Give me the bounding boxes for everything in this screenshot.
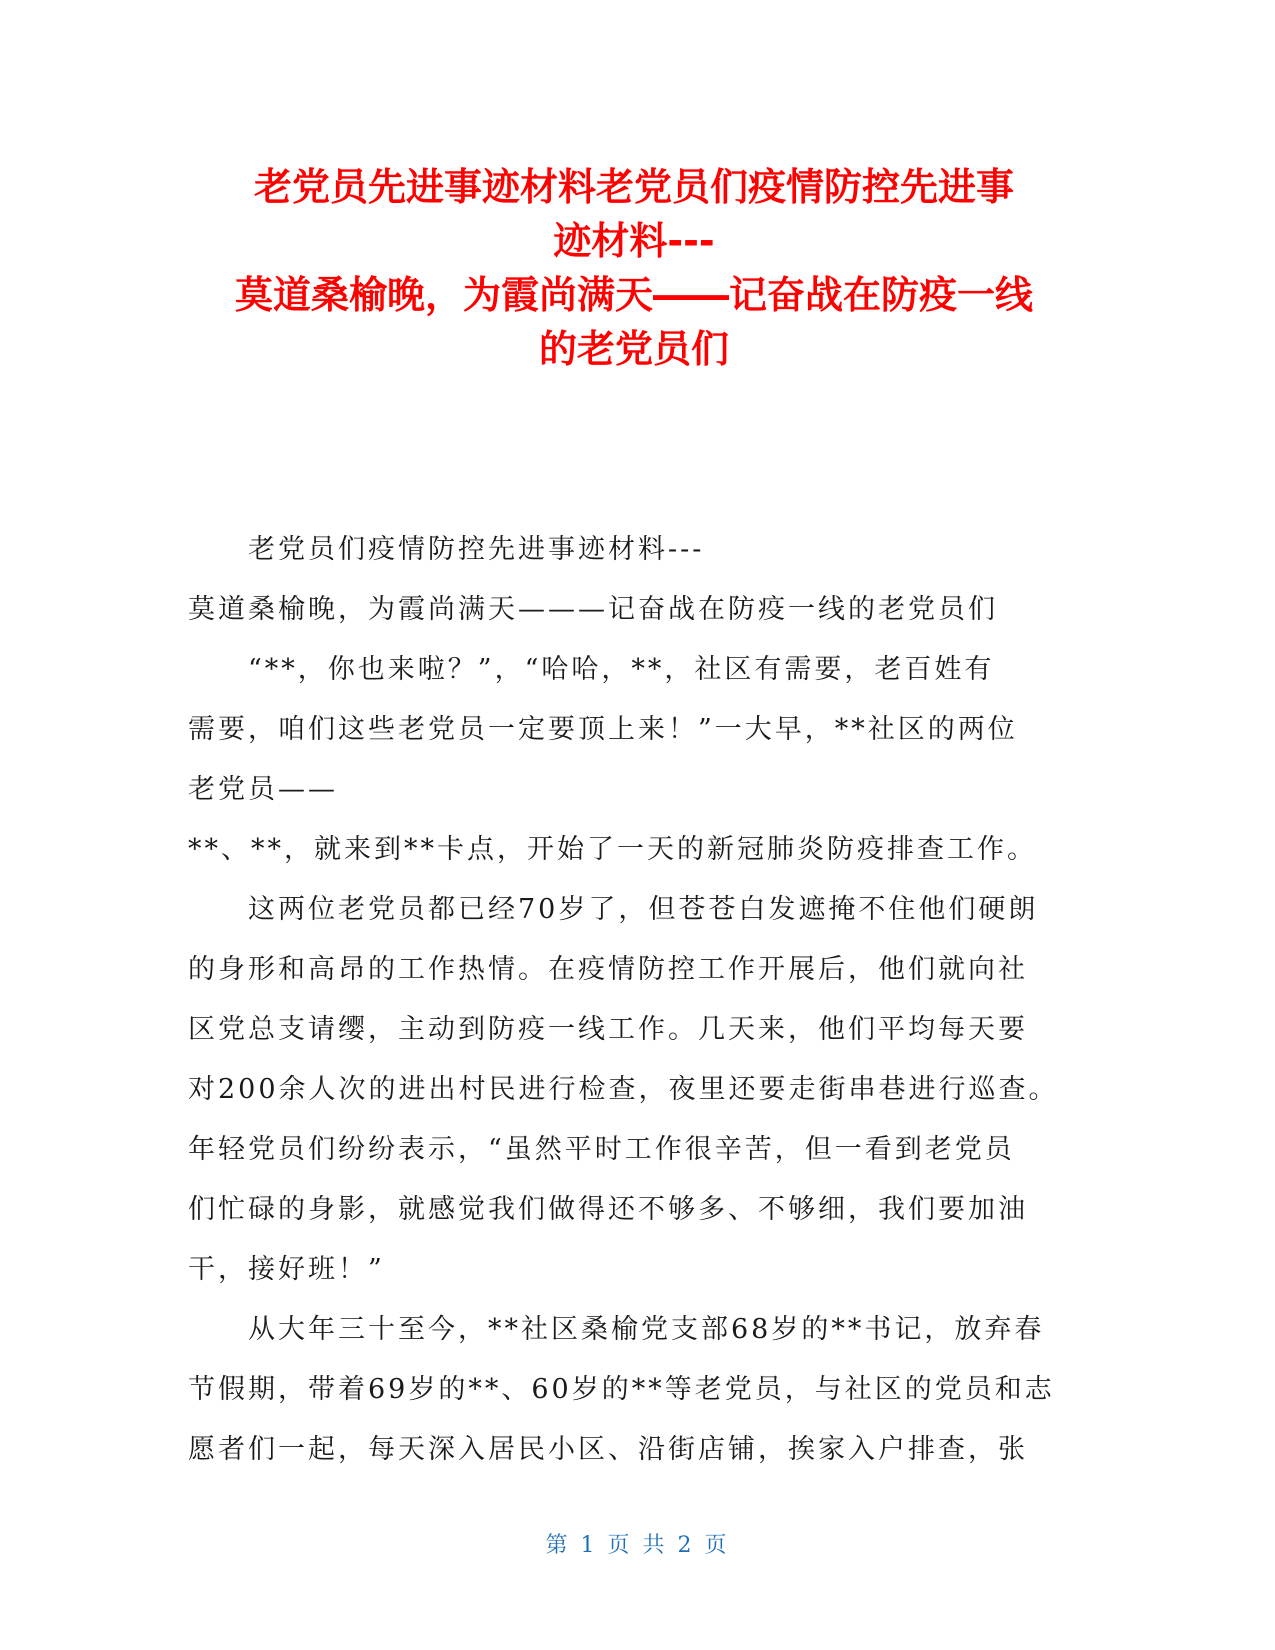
body-line: 年轻党员们纷纷表示，“虽然平时工作很辛苦，但一看到老党员 (188, 1134, 1015, 1165)
body-line: 从大年三十至今，**社区桑榆党支部68岁的**书记，放弃春 (248, 1314, 1045, 1345)
body-line: 区党总支请缨，主动到防疫一线工作。几天来，他们平均每天要 (188, 1014, 1028, 1045)
title-line: 莫道桑榆晚，为霞尚满天――记奋战在防疫一线 (234, 273, 1033, 317)
body-line: 这两位老党员都已经70岁了，但苍苍白发遮掩不住他们硬朗 (248, 894, 1039, 925)
body-line: 对200余人次的进出村民进行检查，夜里还要走街串巷进行巡查。 (188, 1074, 1059, 1105)
body-line: 愿者们一起，每天深入居民小区、沿街店铺，挨家入户排查，张 (188, 1434, 1028, 1465)
page-number: 第 1 页 共 2 页 (545, 1533, 730, 1558)
title-line: 的老党员们 (538, 327, 729, 371)
title-line: 迹材料--- (553, 219, 715, 263)
body-line: 的身形和高昂的工作热情。在疫情防控工作开展后，他们就向社 (188, 954, 1028, 985)
document-title (180, 160, 1088, 376)
body-line: 老党员们疫情防控先进事迹材料--- (248, 534, 705, 565)
body-line: 需要，咱们这些老党员一定要顶上来！”一大早，**社区的两位 (188, 714, 1018, 745)
body-line: 老党员—— (188, 774, 338, 805)
body-line: 干，接好班！” (188, 1254, 385, 1285)
body-line: **、**，就来到**卡点，开始了一天的新冠肺炎防疫排查工作。 (188, 834, 1037, 865)
body-line: 们忙碌的身影，就感觉我们做得还不够多、不够细，我们要加油 (188, 1194, 1028, 1225)
document-body (188, 520, 1068, 1480)
title-line: 老党员先进事迹材料老党员们疫情防控先进事 (253, 165, 1014, 209)
body-line: 节假期，带着69岁的**、60岁的**等老党员，与社区的党员和志 (188, 1374, 1055, 1405)
body-line: 莫道桑榆晚，为霞尚满天———记奋战在防疫一线的老党员们 (188, 594, 998, 625)
body-line: “**，你也来啦？”，“哈哈，**，社区有需要，老百姓有 (248, 654, 995, 685)
